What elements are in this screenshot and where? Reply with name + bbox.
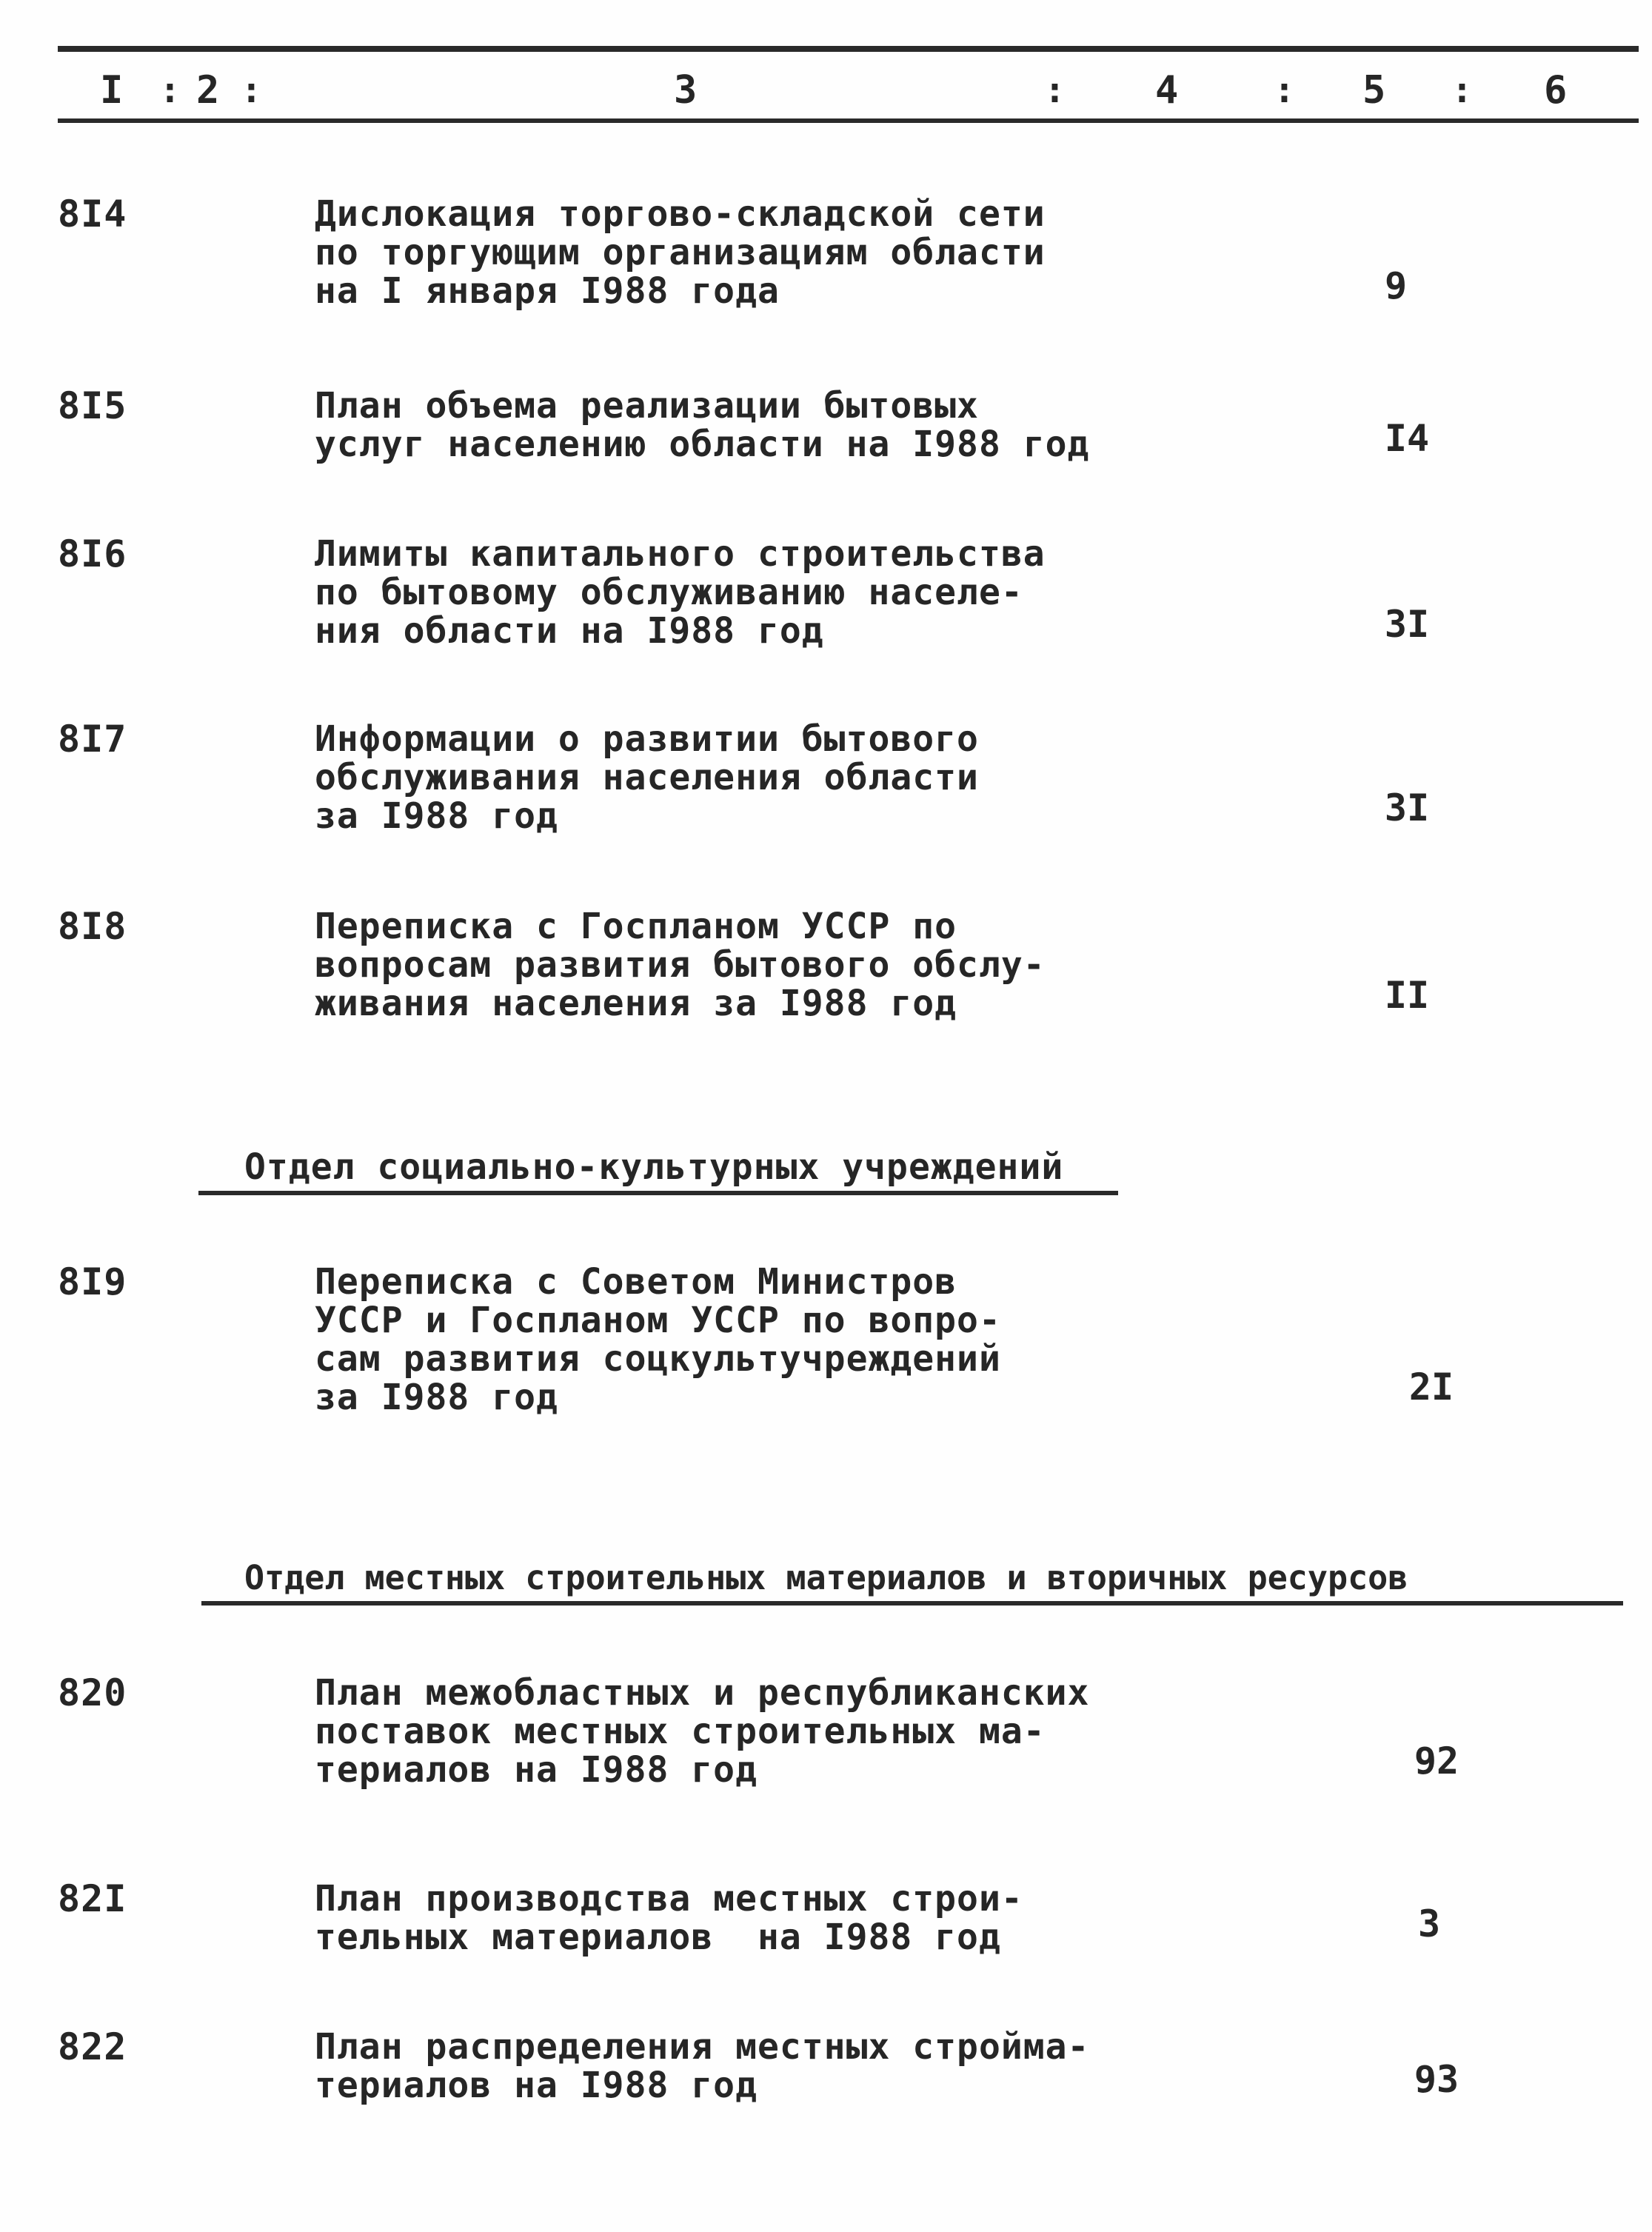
entry-title-line: поставок местных строительных ма- bbox=[315, 1711, 1046, 1752]
header-bottom-rule bbox=[58, 118, 1639, 123]
entry-title-line: тельных материалов на I988 год bbox=[315, 1917, 1001, 1958]
entry-title-line: Лимиты капитального строительства bbox=[315, 533, 1046, 575]
entry-title-line: за I988 год bbox=[315, 795, 558, 837]
entry-number: 8I8 bbox=[58, 905, 127, 948]
entry-title-line: Переписка с Госпланом УССР по bbox=[315, 906, 957, 947]
entry-page-count: II bbox=[1384, 974, 1430, 1017]
entry-title-line: териалов на I988 год bbox=[315, 2065, 758, 2106]
entry-title-line: Переписка с Советом Министров bbox=[315, 1261, 957, 1303]
entry-title bbox=[315, 907, 1046, 1023]
column-separator: : bbox=[159, 70, 181, 111]
entry-title bbox=[315, 535, 1046, 650]
entry-page-count: 9 bbox=[1384, 264, 1408, 307]
entry-title-line: План объема реализации бытовых bbox=[315, 385, 979, 427]
entry-page-count: 3 bbox=[1417, 1902, 1441, 1945]
column-separator: : bbox=[1044, 70, 1066, 111]
entry-title bbox=[315, 2028, 1089, 2105]
entry-page-count: 3I bbox=[1384, 786, 1430, 829]
section-underline bbox=[201, 1601, 1623, 1605]
entry-page-count: I4 bbox=[1384, 417, 1430, 460]
entry-title-line: на I января I988 года bbox=[315, 270, 780, 312]
entry-title-line: План межобластных и республиканских bbox=[315, 1672, 1090, 1714]
entry-title-line: обслуживания населения области bbox=[315, 757, 979, 798]
column-header-3: 3 bbox=[674, 68, 698, 113]
entry-title-line: териалов на I988 год bbox=[315, 1749, 758, 1791]
entry-page-count: 2I bbox=[1408, 1366, 1454, 1409]
section-heading: Отдел социально-культурных учреждений bbox=[244, 1146, 1064, 1188]
column-header-6: 6 bbox=[1544, 68, 1568, 113]
entry-number: 822 bbox=[58, 2025, 127, 2068]
entry-number: 8I5 bbox=[58, 384, 127, 427]
entry-number: 8I9 bbox=[58, 1260, 127, 1303]
column-header-5: 5 bbox=[1362, 68, 1386, 113]
entry-number: 8I7 bbox=[58, 718, 127, 761]
entry-title-line: услуг населению области на I988 год bbox=[315, 424, 1090, 465]
entry-page-count: 3I bbox=[1384, 603, 1430, 646]
column-separator: : bbox=[241, 70, 262, 111]
entry-title bbox=[315, 1674, 1089, 1789]
entry-title-line: по торгующим организациям области bbox=[315, 232, 1046, 273]
entry-number: 82I bbox=[58, 1877, 127, 1920]
entry-number: 820 bbox=[58, 1671, 127, 1714]
entry-title-line: за I988 год bbox=[315, 1377, 558, 1418]
entry-title-line: ния области на I988 год bbox=[315, 610, 824, 652]
entry-title bbox=[315, 195, 1046, 310]
entry-number: 8I4 bbox=[58, 193, 127, 235]
entry-title-line: сам развития соцкультучреждений bbox=[315, 1338, 1001, 1380]
header-top-rule bbox=[58, 46, 1639, 52]
section-heading: Отдел местных строительных материалов и вторичных ресурсов bbox=[244, 1558, 1408, 1597]
entry-title-line: План распределения местных стройма- bbox=[315, 2026, 1090, 2068]
section-underline bbox=[198, 1191, 1118, 1195]
column-header-1: I bbox=[100, 68, 124, 113]
entry-title-line: Информации о развитии бытового bbox=[315, 718, 979, 760]
column-header-2: 2 bbox=[196, 68, 220, 113]
column-header-4: 4 bbox=[1155, 68, 1179, 113]
entry-title bbox=[315, 1263, 1001, 1417]
entry-title-line: живания населения за I988 год bbox=[315, 983, 957, 1024]
column-separator: : bbox=[1451, 70, 1473, 111]
entry-number: 8I6 bbox=[58, 532, 127, 575]
entry-title-line: вопросам развития бытового обслу- bbox=[315, 944, 1046, 986]
column-separator: : bbox=[1274, 70, 1295, 111]
entry-title bbox=[315, 1880, 1023, 1957]
entry-title-line: УССР и Госпланом УССР по вопро- bbox=[315, 1300, 1001, 1341]
entry-page-count: 93 bbox=[1414, 2058, 1459, 2101]
entry-title-line: План производства местных строи- bbox=[315, 1878, 1023, 1919]
entry-title-line: по бытовому обслуживанию населе- bbox=[315, 572, 1023, 613]
entry-page-count: 92 bbox=[1414, 1740, 1459, 1782]
entry-title bbox=[315, 387, 1089, 464]
entry-title-line: Дислокация торгово-складской сети bbox=[315, 193, 1046, 235]
entry-title bbox=[315, 720, 979, 835]
